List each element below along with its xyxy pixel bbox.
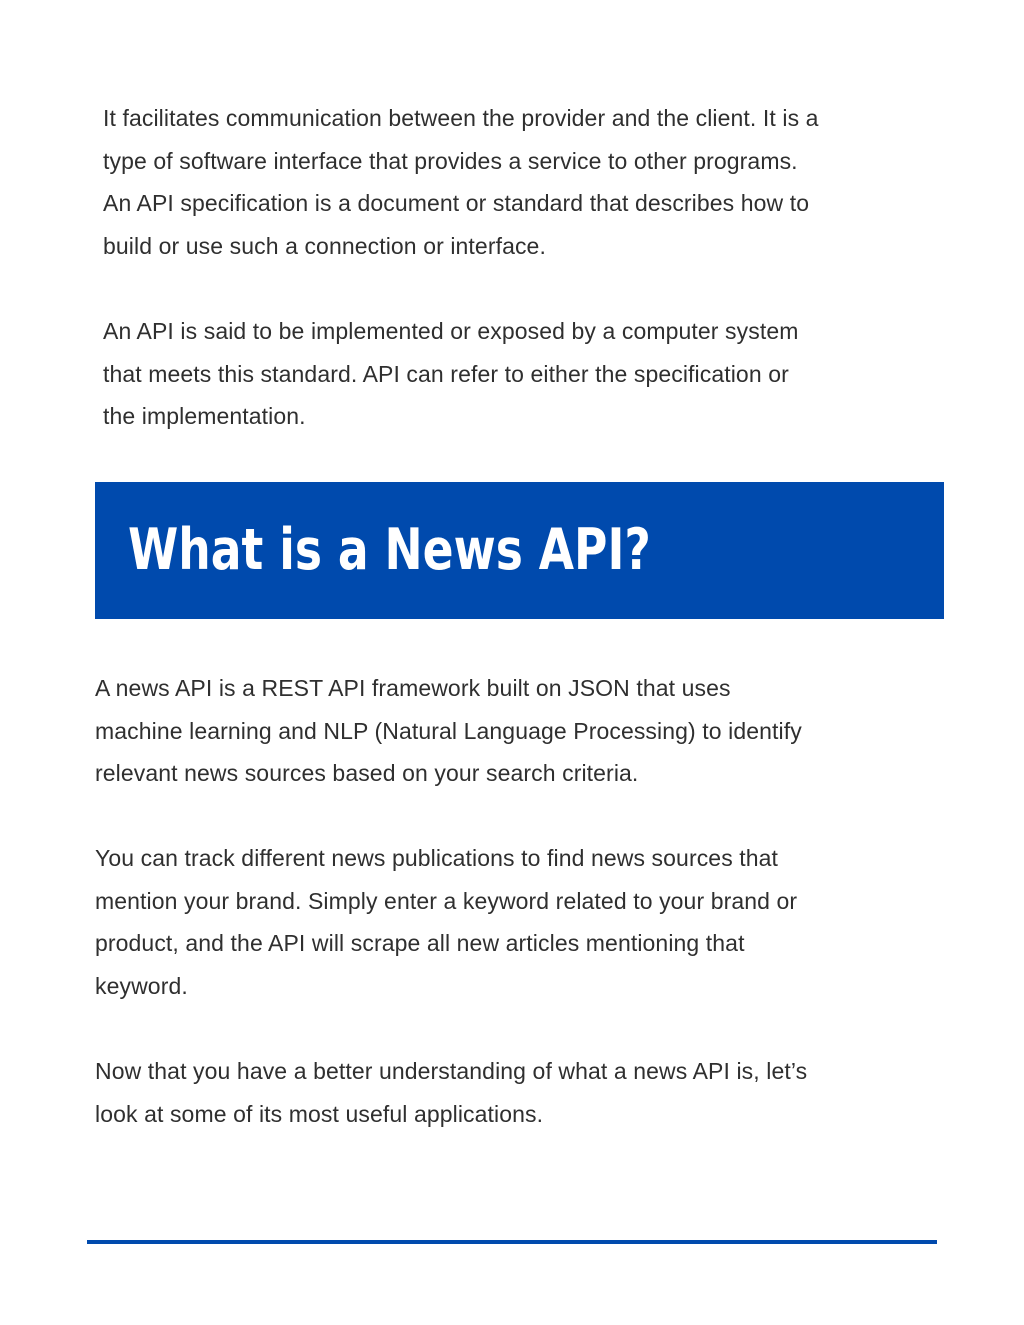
text-line: the implementation. bbox=[103, 403, 306, 430]
text-line: look at some of its most useful applications. bbox=[95, 1100, 544, 1127]
text-line: mention your brand. Simply enter a keyword related to your brand or bbox=[95, 887, 798, 914]
text-line: product, and the API will scrape all new articles mentioning that bbox=[95, 930, 745, 957]
intro-paragraph-2 bbox=[103, 310, 798, 438]
body-paragraph-2 bbox=[95, 837, 797, 1008]
text-line: A news API is a REST API framework built on JSON that uses bbox=[95, 675, 731, 701]
text-line: relevant news sources based on your search criteria. bbox=[95, 760, 639, 787]
text-line: You can track different news publications to find news sources that bbox=[95, 845, 779, 871]
text-line: An API is said to be implemented or exposed by a computer system bbox=[103, 318, 799, 344]
text-line: It facilitates communication between the provider and the client. It is a bbox=[103, 105, 819, 131]
body-paragraph-1 bbox=[95, 667, 802, 795]
text-line: keyword. bbox=[95, 973, 188, 1000]
text-line: build or use such a connection or interface. bbox=[103, 233, 546, 260]
text-line: type of software interface that provides a service to other programs. bbox=[103, 147, 798, 174]
text-line: An API specification is a document or standard that describes how to bbox=[103, 190, 810, 217]
text-line: Now that you have a better understanding of what a news API is, let’s bbox=[95, 1058, 808, 1084]
intro-paragraph-1 bbox=[103, 97, 819, 268]
body-paragraph-3 bbox=[95, 1050, 807, 1135]
section-heading-banner bbox=[95, 482, 944, 619]
text-line: machine learning and NLP (Natural Language Processing) to identify bbox=[95, 717, 802, 744]
section-heading: What is a News API? bbox=[128, 517, 651, 583]
footer-divider bbox=[87, 1240, 937, 1244]
text-line: that meets this standard. API can refer to either the specification or bbox=[103, 360, 789, 387]
